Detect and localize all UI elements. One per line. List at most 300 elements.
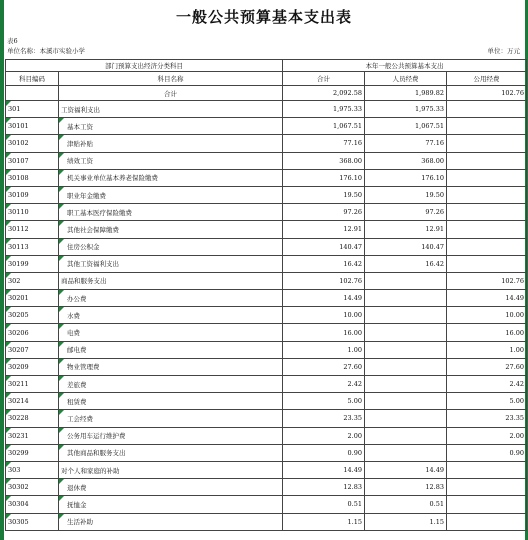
header-public: 公用经费 (447, 72, 527, 86)
total-row (6, 86, 527, 101)
row-total-text: 97.26 (343, 208, 362, 217)
row-public-text: 5.00 (509, 397, 525, 406)
row-personnel-text: 140.47 (421, 242, 444, 251)
row-total (283, 169, 365, 186)
left-edge-bar (0, 0, 4, 540)
table-row (6, 238, 527, 255)
cell-marker-icon (6, 479, 11, 484)
row-code-text: 30206 (8, 328, 29, 337)
row-code (6, 255, 59, 272)
table-row (6, 135, 527, 152)
row-code-text: 30102 (8, 139, 29, 148)
header-row-group (6, 60, 527, 72)
row-total-text: 77.16 (343, 139, 362, 148)
cell-marker-icon (59, 410, 64, 415)
row-total (283, 255, 365, 272)
row-personnel-text: 1,067.51 (415, 122, 444, 131)
row-public (447, 427, 527, 444)
row-name (59, 204, 283, 221)
row-name-text: 物业管理费 (67, 363, 100, 372)
row-code-text: 30211 (8, 380, 29, 389)
row-total-text: 176.10 (339, 173, 362, 182)
row-name (59, 118, 283, 135)
row-name-text: 职业年金缴费 (67, 191, 106, 200)
row-personnel (365, 444, 447, 461)
row-code (6, 135, 59, 152)
row-personnel-text: 12.91 (425, 225, 444, 234)
row-total (283, 186, 365, 203)
table-row (6, 513, 527, 530)
row-code (6, 204, 59, 221)
row-personnel (365, 479, 447, 496)
row-personnel-text: 19.50 (425, 191, 444, 200)
total-personnel: 1,989.82 (365, 86, 447, 101)
row-total-text: 2.00 (347, 431, 362, 440)
row-personnel (365, 135, 447, 152)
row-total-text: 1.00 (347, 345, 362, 354)
cell-marker-icon (59, 359, 64, 364)
row-name-text: 商品和服务支出 (61, 277, 107, 286)
cell-marker-icon (59, 376, 64, 381)
row-code-text: 30209 (8, 362, 29, 371)
row-name (59, 376, 283, 393)
row-name-text: 工会经费 (67, 414, 93, 423)
row-code (6, 393, 59, 410)
row-name-text: 绩效工资 (67, 157, 93, 166)
row-name (59, 290, 283, 307)
row-name (59, 169, 283, 186)
row-total-text: 1.15 (347, 517, 362, 526)
row-code (6, 461, 59, 478)
header-personnel: 人员经费 (365, 72, 447, 86)
row-personnel (365, 118, 447, 135)
row-total (283, 444, 365, 461)
row-total (283, 204, 365, 221)
row-code-text: 30108 (8, 173, 29, 182)
row-public (447, 290, 527, 307)
row-code-text: 30207 (8, 345, 29, 354)
cell-marker-icon (59, 135, 64, 140)
table-row (6, 376, 527, 393)
table-row (6, 307, 527, 324)
row-code (6, 358, 59, 375)
budget-table (5, 59, 526, 531)
row-total (283, 513, 365, 530)
row-public (447, 272, 527, 289)
cell-marker-icon (59, 221, 64, 226)
row-name-text: 租赁费 (67, 397, 87, 406)
row-code-text: 30228 (8, 414, 29, 423)
row-code-text: 30107 (8, 156, 29, 165)
row-public-text: 14.49 (505, 294, 525, 303)
row-personnel (365, 410, 447, 427)
cell-marker-icon (6, 410, 11, 415)
row-total (283, 152, 365, 169)
cell-marker-icon (6, 324, 11, 329)
row-public (447, 461, 527, 478)
row-public-text: 102.76 (501, 276, 525, 285)
row-code-text: 30305 (8, 517, 29, 526)
row-personnel-text: 12.83 (425, 483, 444, 492)
row-code-text: 30109 (8, 191, 29, 200)
row-total (283, 461, 365, 478)
table-row (6, 410, 527, 427)
row-total-text: 14.49 (343, 294, 362, 303)
cell-marker-icon (59, 428, 64, 433)
row-personnel (365, 427, 447, 444)
row-personnel (365, 238, 447, 255)
row-name-text: 其他社会保障缴费 (67, 225, 119, 234)
table-row (6, 290, 527, 307)
cell-marker-icon (6, 428, 11, 433)
row-public-text: 0.90 (509, 448, 525, 457)
cell-marker-icon (59, 324, 64, 329)
row-personnel-text: 14.49 (425, 466, 444, 475)
row-name (59, 324, 283, 341)
cell-marker-icon (59, 204, 64, 209)
row-name (59, 393, 283, 410)
row-public (447, 135, 527, 152)
cell-marker-icon (59, 153, 64, 158)
row-code-text: 30101 (8, 122, 29, 131)
cell-marker-icon (59, 239, 64, 244)
row-name-text: 其他工资福利支出 (67, 260, 119, 269)
cell-marker-icon (6, 359, 11, 364)
row-code-text: 30299 (8, 448, 29, 457)
row-name (59, 358, 283, 375)
table-row (6, 101, 527, 118)
row-code-text: 302 (8, 276, 21, 285)
header-name: 科目名称 (59, 72, 283, 86)
row-public-text: 10.00 (505, 311, 525, 320)
row-personnel (365, 255, 447, 272)
row-personnel-text: 176.10 (421, 173, 444, 182)
cell-marker-icon (59, 290, 64, 295)
table-row (6, 324, 527, 341)
row-name (59, 479, 283, 496)
row-total-text: 12.91 (343, 225, 362, 234)
table-row (6, 255, 527, 272)
row-name (59, 238, 283, 255)
row-total (283, 101, 365, 118)
unit-name: 单位名称：本溪市实验小学 (7, 47, 85, 55)
row-name (59, 427, 283, 444)
row-code (6, 238, 59, 255)
total-name: 合计 (59, 86, 283, 101)
table-row (6, 272, 527, 289)
row-public (447, 186, 527, 203)
row-code-text: 30205 (8, 311, 29, 320)
row-personnel (365, 101, 447, 118)
row-total (283, 496, 365, 513)
row-name-text: 差旅费 (67, 380, 87, 389)
row-name (59, 461, 283, 478)
row-public (447, 169, 527, 186)
row-code-text: 30199 (8, 259, 29, 268)
row-code-text: 30214 (8, 397, 29, 406)
table-row (6, 444, 527, 461)
row-public (447, 513, 527, 530)
row-code (6, 101, 59, 118)
table-row (6, 221, 527, 238)
row-personnel (365, 221, 447, 238)
row-code (6, 479, 59, 496)
row-code (6, 169, 59, 186)
row-total (283, 358, 365, 375)
row-code (6, 290, 59, 307)
row-code-text: 30302 (8, 483, 29, 492)
row-name-text: 其他商品和服务支出 (67, 449, 126, 458)
row-total-text: 19.50 (343, 191, 362, 200)
row-name (59, 513, 283, 530)
row-personnel (365, 393, 447, 410)
row-public (447, 496, 527, 513)
row-name (59, 410, 283, 427)
row-name (59, 221, 283, 238)
row-name-text: 邮电费 (67, 346, 87, 355)
header-group-right: 本年一般公共预算基本支出 (283, 60, 527, 72)
row-code (6, 221, 59, 238)
row-total (283, 427, 365, 444)
row-public (447, 376, 527, 393)
row-personnel (365, 496, 447, 513)
cell-marker-icon (6, 445, 11, 450)
row-name (59, 272, 283, 289)
cell-marker-icon (59, 393, 64, 398)
row-name (59, 341, 283, 358)
header-group-left: 部门预算支出经济分类科目 (6, 60, 283, 72)
total-public: 102.76 (447, 86, 527, 101)
total-code (6, 86, 59, 101)
row-personnel (365, 358, 447, 375)
row-name (59, 135, 283, 152)
row-total (283, 135, 365, 152)
row-total-text: 0.51 (347, 500, 362, 509)
row-public (447, 393, 527, 410)
row-total (283, 221, 365, 238)
cell-marker-icon (6, 239, 11, 244)
row-code (6, 341, 59, 358)
table-row (6, 393, 527, 410)
row-name-text: 抚恤金 (67, 500, 87, 509)
row-total-text: 23.35 (343, 414, 362, 423)
cell-marker-icon (59, 187, 64, 192)
row-public-text: 23.35 (505, 414, 525, 423)
table-row (6, 496, 527, 513)
row-total (283, 393, 365, 410)
row-personnel-text: 97.26 (425, 208, 444, 217)
row-personnel (365, 152, 447, 169)
row-personnel (365, 324, 447, 341)
row-personnel (365, 169, 447, 186)
row-code-text: 30231 (8, 431, 29, 440)
row-name (59, 444, 283, 461)
row-total-text: 16.42 (343, 259, 362, 268)
table-row (6, 358, 527, 375)
cell-marker-icon (6, 118, 11, 123)
row-total-text: 140.47 (339, 242, 362, 251)
table-row (6, 186, 527, 203)
row-total (283, 479, 365, 496)
cell-marker-icon (6, 462, 11, 467)
row-code-text: 30113 (8, 242, 29, 251)
row-total-text: 368.00 (339, 156, 362, 165)
row-public (447, 479, 527, 496)
cell-marker-icon (59, 514, 64, 519)
row-name (59, 101, 283, 118)
cell-marker-icon (6, 204, 11, 209)
row-public-text: 1.00 (509, 345, 525, 354)
row-name-text: 水费 (67, 311, 80, 320)
row-name-text: 公务用车运行维护费 (67, 432, 126, 441)
row-public (447, 307, 527, 324)
row-name-text: 津贴补贴 (67, 139, 93, 148)
row-total (283, 238, 365, 255)
row-personnel-text: 77.16 (425, 139, 444, 148)
row-total (283, 324, 365, 341)
row-public (447, 341, 527, 358)
row-public (447, 444, 527, 461)
row-name-text: 职工基本医疗保险缴费 (67, 208, 132, 217)
cell-marker-icon (6, 170, 11, 175)
row-code (6, 427, 59, 444)
row-name (59, 496, 283, 513)
row-total (283, 118, 365, 135)
row-total-text: 102.76 (339, 276, 362, 285)
row-code-text: 30201 (8, 294, 29, 303)
header-row-columns (6, 72, 527, 86)
row-personnel (365, 204, 447, 221)
row-public-text: 2.00 (509, 431, 525, 440)
cell-marker-icon (6, 307, 11, 312)
header-total: 合计 (283, 72, 365, 86)
table-row (6, 341, 527, 358)
row-public (447, 324, 527, 341)
table-row (6, 427, 527, 444)
row-name (59, 152, 283, 169)
row-total (283, 341, 365, 358)
row-total-text: 12.83 (343, 483, 362, 492)
row-public (447, 118, 527, 135)
unit-label: 单位：万元 (487, 47, 520, 55)
cell-marker-icon (6, 187, 11, 192)
row-name-text: 工资福利支出 (61, 105, 100, 114)
row-code (6, 496, 59, 513)
row-personnel (365, 186, 447, 203)
cell-marker-icon (6, 273, 11, 278)
row-code (6, 444, 59, 461)
row-name-text: 住房公积金 (67, 243, 100, 252)
header-code: 科目编码 (6, 72, 59, 86)
row-personnel-text: 0.51 (429, 500, 444, 509)
row-total (283, 376, 365, 393)
cell-marker-icon (6, 153, 11, 158)
row-name (59, 255, 283, 272)
row-public (447, 204, 527, 221)
row-code (6, 324, 59, 341)
row-total (283, 272, 365, 289)
total-total: 2,092.58 (283, 86, 365, 101)
row-name (59, 186, 283, 203)
row-personnel (365, 290, 447, 307)
cell-marker-icon (59, 496, 64, 501)
cell-marker-icon (6, 135, 11, 140)
row-personnel-text: 1.15 (429, 517, 444, 526)
row-public (447, 221, 527, 238)
row-public (447, 255, 527, 272)
row-personnel (365, 307, 447, 324)
row-name-text: 生活补助 (67, 518, 93, 527)
cell-marker-icon (6, 290, 11, 295)
row-public-text: 2.42 (509, 380, 525, 389)
row-public (447, 358, 527, 375)
row-personnel (365, 341, 447, 358)
cell-marker-icon (6, 376, 11, 381)
row-code (6, 152, 59, 169)
cell-marker-icon (59, 445, 64, 450)
row-code (6, 376, 59, 393)
row-personnel-text: 16.42 (425, 259, 444, 268)
cell-marker-icon (6, 393, 11, 398)
cell-marker-icon (59, 307, 64, 312)
row-public-text: 16.00 (505, 328, 525, 337)
row-total-text: 27.60 (343, 362, 362, 371)
row-code-text: 303 (8, 466, 21, 475)
row-total-text: 10.00 (343, 311, 362, 320)
page-title: 一般公共预算基本支出表 (175, 8, 352, 26)
row-name-text: 机关事业单位基本养老保险缴费 (67, 174, 158, 183)
table-row (6, 169, 527, 186)
row-code-text: 30112 (8, 225, 29, 234)
row-code-text: 301 (8, 105, 21, 114)
row-total-text: 1,067.51 (333, 122, 362, 131)
table-row (6, 461, 527, 478)
row-total-text: 5.00 (347, 397, 362, 406)
row-personnel-text: 368.00 (421, 156, 444, 165)
row-personnel (365, 376, 447, 393)
row-name-text: 基本工资 (67, 122, 93, 131)
row-public (447, 238, 527, 255)
cell-marker-icon (6, 256, 11, 261)
cell-marker-icon (6, 496, 11, 501)
table-row (6, 204, 527, 221)
row-personnel (365, 272, 447, 289)
row-public-text: 27.60 (505, 362, 525, 371)
cell-marker-icon (59, 170, 64, 175)
row-code (6, 186, 59, 203)
cell-marker-icon (6, 101, 11, 106)
row-code (6, 513, 59, 530)
cell-marker-icon (59, 479, 64, 484)
row-public (447, 410, 527, 427)
table-row (6, 152, 527, 169)
cell-marker-icon (6, 342, 11, 347)
row-code (6, 307, 59, 324)
row-public (447, 101, 527, 118)
row-code (6, 410, 59, 427)
row-total (283, 410, 365, 427)
row-code (6, 272, 59, 289)
row-name (59, 307, 283, 324)
cell-marker-icon (59, 342, 64, 347)
row-total-text: 0.90 (347, 448, 362, 457)
row-public (447, 152, 527, 169)
row-personnel (365, 513, 447, 530)
row-name-text: 电费 (67, 329, 80, 338)
table-number: 表6 (7, 37, 18, 45)
row-total-text: 2.42 (347, 380, 362, 389)
row-total-text: 16.00 (343, 328, 362, 337)
